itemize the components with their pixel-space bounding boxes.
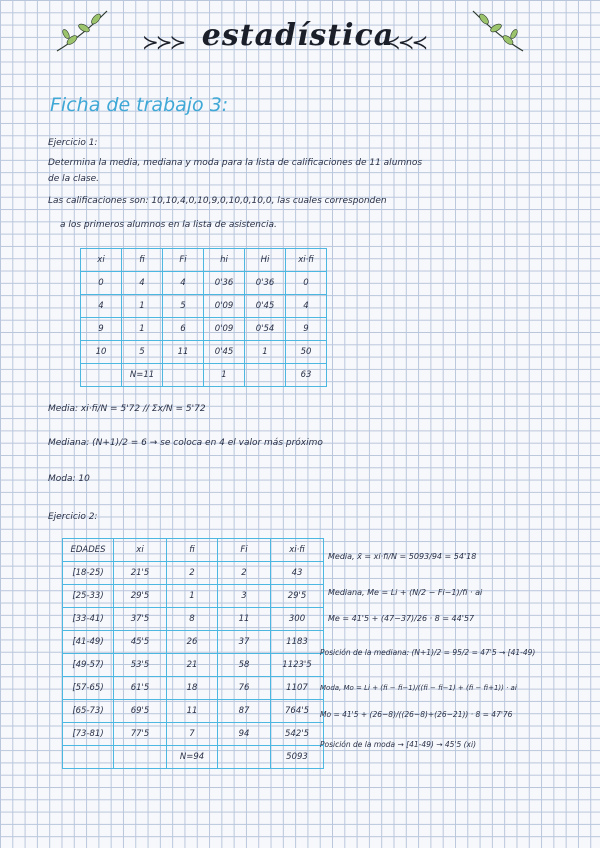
table-row <box>63 677 324 700</box>
ex1-mediana: Mediana: (N+1)/2 = 6 → se coloca en 4 el valor más próximo <box>48 438 323 448</box>
ex1-frequency-table <box>80 248 327 387</box>
table-cell: 50 <box>286 341 327 364</box>
table-cell: 63 <box>286 364 327 387</box>
table-cell: 11 <box>163 341 204 364</box>
table-cell: 0'09 <box>204 318 245 341</box>
table-cell: 43 <box>271 562 324 585</box>
table-cell: 21'5 <box>114 562 167 585</box>
table-cell: 4 <box>81 295 122 318</box>
table-cell: 1 <box>122 318 163 341</box>
table-cell: 10 <box>81 341 122 364</box>
table-cell: [25-33) <box>63 585 114 608</box>
table-cell: [57-65) <box>63 677 114 700</box>
table-cell: 4 <box>286 295 327 318</box>
table-totals-row <box>63 746 324 769</box>
table-cell: N=94 <box>167 746 218 769</box>
table-cell: 5 <box>122 341 163 364</box>
ex1-statement-line1: Determina la media, mediana y moda para la lista de calificaciones de 11 alumnos <box>48 158 423 168</box>
ex1-media: Media: xi·fi/N = 5'72 // Σx/N = 5'72 <box>48 404 206 414</box>
table-row <box>63 562 324 585</box>
table-cell: 1 <box>167 585 218 608</box>
title-arrow-left: ≻≻≻ <box>142 30 184 54</box>
table-cell: 94 <box>218 723 271 746</box>
table-cell: 1 <box>204 364 245 387</box>
table-cell: 1 <box>245 341 286 364</box>
table-cell: 4 <box>163 272 204 295</box>
table-cell <box>81 364 122 387</box>
table-cell: 11 <box>218 608 271 631</box>
table-cell: 29'5 <box>271 585 324 608</box>
table-cell: 58 <box>218 654 271 677</box>
table-cell: 8 <box>167 608 218 631</box>
header-cell: fi <box>167 539 218 562</box>
table-cell <box>218 746 271 769</box>
table-totals-row <box>81 364 327 387</box>
table-cell: 0'36 <box>245 272 286 295</box>
ex1-statement-line3: Las calificaciones son: 10,10,4,0,10,9,0,10,0,10,0, las cuales corresponden <box>48 196 387 206</box>
table-cell: 0 <box>286 272 327 295</box>
page-title: estadística <box>201 18 395 53</box>
header-cell: xi <box>114 539 167 562</box>
table-cell: 29'5 <box>114 585 167 608</box>
table-cell: 18 <box>167 677 218 700</box>
table-cell: 1 <box>122 295 163 318</box>
table-row <box>81 295 327 318</box>
table-cell: 5 <box>163 295 204 318</box>
table-cell <box>114 746 167 769</box>
ex1-moda: Moda: 10 <box>48 474 90 484</box>
leaf-sprig-left-icon <box>52 6 112 56</box>
table-cell: 0'09 <box>204 295 245 318</box>
ex2-posicion-mediana: Posición de la mediana: (N+1)/2 = 95/2 = 47'5 → [41-49) <box>320 648 536 657</box>
table-cell: 9 <box>286 318 327 341</box>
table-cell: 1183 <box>271 631 324 654</box>
table-row <box>63 654 324 677</box>
table-cell: 0'45 <box>245 295 286 318</box>
table-cell: [41-49) <box>63 631 114 654</box>
table-cell: [18-25) <box>63 562 114 585</box>
ex2-posicion-moda: Posición de la moda → [41-49) → 45'5 (xi) <box>320 740 476 749</box>
table-cell: [65-73) <box>63 700 114 723</box>
table-row <box>63 631 324 654</box>
table-cell: 6 <box>163 318 204 341</box>
ex2-mediana-result: Me = 41'5 + (47−37)/26 · 8 = 44'57 <box>328 614 475 623</box>
table-cell: 3 <box>218 585 271 608</box>
ex2-moda-formula: Moda, Mo = Li + (fi − fi−1)/((fi − fi−1) + (fi − fi+1)) · ai <box>320 684 517 692</box>
table-cell: 4 <box>122 272 163 295</box>
header-cell: xi <box>81 249 122 272</box>
table-cell <box>63 746 114 769</box>
table-cell: 2 <box>167 562 218 585</box>
table-cell: 1123'5 <box>271 654 324 677</box>
table-cell: 11 <box>167 700 218 723</box>
title-arrow-right: ≺≺≺ <box>384 30 426 54</box>
table-cell: 21 <box>167 654 218 677</box>
header-cell: xi·fi <box>286 249 327 272</box>
ex2-mediana-formula: Mediana, Me = Li + (N/2 − Fi−1)/fi · ai <box>328 588 483 597</box>
ex2-frequency-table <box>62 538 324 769</box>
ex1-statement-line4: a los primeros alumnos en la lista de asistencia. <box>60 220 277 230</box>
table-cell: 300 <box>271 608 324 631</box>
header-cell: fi <box>122 249 163 272</box>
table-cell: N=11 <box>122 364 163 387</box>
table-cell: 9 <box>81 318 122 341</box>
leaf-sprig-right-icon <box>468 6 528 56</box>
table-row <box>63 700 324 723</box>
table-header-row <box>63 539 324 562</box>
ex2-label: Ejercicio 2: <box>48 512 98 522</box>
table-row <box>63 608 324 631</box>
table-cell: 69'5 <box>114 700 167 723</box>
ex1-label: Ejercicio 1: <box>48 138 98 148</box>
table-cell: 0 <box>81 272 122 295</box>
header-cell: Hi <box>245 249 286 272</box>
table-cell: 45'5 <box>114 631 167 654</box>
table-cell: 77'5 <box>114 723 167 746</box>
ex1-statement-line2: de la clase. <box>48 174 100 184</box>
table-cell: 2 <box>218 562 271 585</box>
table-cell: 0'54 <box>245 318 286 341</box>
table-header-row <box>81 249 327 272</box>
table-row <box>81 318 327 341</box>
table-cell: 61'5 <box>114 677 167 700</box>
table-cell: 542'5 <box>271 723 324 746</box>
table-cell: 0'36 <box>204 272 245 295</box>
table-cell: 764'5 <box>271 700 324 723</box>
header-cell: xi·fi <box>271 539 324 562</box>
table-cell: [49-57) <box>63 654 114 677</box>
ex2-moda-result: Mo = 41'5 + (26−8)/((26−8)+(26−21)) · 8 = 47'76 <box>320 710 513 719</box>
table-cell: 7 <box>167 723 218 746</box>
table-cell <box>245 364 286 387</box>
header-cell: Fi <box>163 249 204 272</box>
worksheet-heading: Ficha de trabajo 3: <box>50 94 229 116</box>
table-cell: 76 <box>218 677 271 700</box>
table-cell: [33-41) <box>63 608 114 631</box>
header-cell: hi <box>204 249 245 272</box>
table-row <box>81 341 327 364</box>
table-cell: 26 <box>167 631 218 654</box>
table-cell: 37 <box>218 631 271 654</box>
ex2-media: Media, x̄ = xi·fi/N = 5093/94 = 54'18 <box>328 552 477 561</box>
table-row <box>63 723 324 746</box>
table-cell: 53'5 <box>114 654 167 677</box>
table-cell: 1107 <box>271 677 324 700</box>
table-cell: 37'5 <box>114 608 167 631</box>
table-cell <box>163 364 204 387</box>
header-cell: Fi <box>218 539 271 562</box>
header-cell: EDADES <box>63 539 114 562</box>
table-row <box>63 585 324 608</box>
table-cell: 5093 <box>271 746 324 769</box>
table-cell: 0'45 <box>204 341 245 364</box>
table-row <box>81 272 327 295</box>
table-cell: 87 <box>218 700 271 723</box>
table-cell: [73-81) <box>63 723 114 746</box>
